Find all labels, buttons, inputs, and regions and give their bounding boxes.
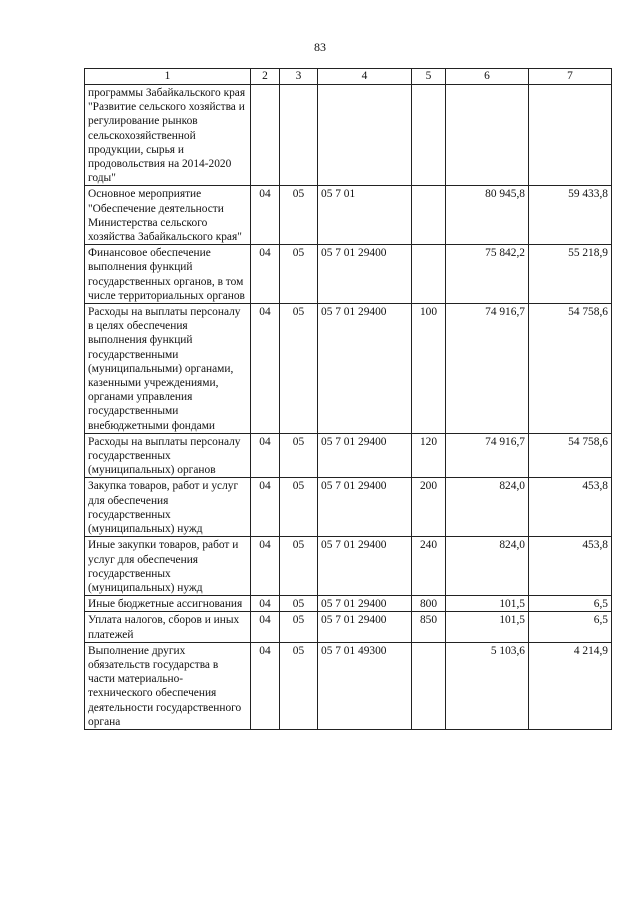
subsection-cell: 05 <box>280 612 318 642</box>
amount-cell: 453,8 <box>529 537 612 596</box>
section-cell: 04 <box>251 642 280 729</box>
amount-cell: 824,0 <box>446 478 529 537</box>
amount-cell: 54 758,6 <box>529 304 612 434</box>
column-header: 2 <box>251 69 280 85</box>
target-article-cell: 05 7 01 <box>318 186 412 245</box>
expense-type-cell <box>412 642 446 729</box>
subsection-cell: 05 <box>280 596 318 612</box>
expense-type-cell: 800 <box>412 596 446 612</box>
section-cell: 04 <box>251 612 280 642</box>
description-cell: Расходы на выплаты персоналу государственных (муниципальных) органов <box>85 433 251 478</box>
table-row <box>85 478 612 537</box>
column-header: 3 <box>280 69 318 85</box>
section-cell: 04 <box>251 304 280 434</box>
amount-cell: 55 218,9 <box>529 245 612 304</box>
subsection-cell <box>280 85 318 186</box>
amount-cell: 6,5 <box>529 596 612 612</box>
amount-cell: 54 758,6 <box>529 433 612 478</box>
section-cell: 04 <box>251 537 280 596</box>
description-cell: Иные бюджетные ассигнования <box>85 596 251 612</box>
table-row <box>85 642 612 729</box>
amount-cell: 5 103,6 <box>446 642 529 729</box>
column-header: 1 <box>85 69 251 85</box>
description-cell: Выполнение других обязательств государства в части материально-технического обеспечения деятельности государственного органа <box>85 642 251 729</box>
budget-table <box>84 68 612 730</box>
subsection-cell: 05 <box>280 642 318 729</box>
table-row <box>85 304 612 434</box>
description-cell: Основное мероприятие "Обеспечение деятельности Министерства сельского хозяйства Забайкальского края" <box>85 186 251 245</box>
amount-cell: 101,5 <box>446 596 529 612</box>
description-cell: программы Забайкальского края "Развитие сельского хозяйства и регулирование рынков сельскохозяйственной продукции, сырья и продовольствия на 2014-2020 годы" <box>85 85 251 186</box>
amount-cell: 74 916,7 <box>446 304 529 434</box>
target-article-cell: 05 7 01 29400 <box>318 537 412 596</box>
column-header: 6 <box>446 69 529 85</box>
expense-type-cell <box>412 186 446 245</box>
table-row <box>85 596 612 612</box>
amount-cell: 101,5 <box>446 612 529 642</box>
target-article-cell: 05 7 01 29400 <box>318 245 412 304</box>
description-cell: Иные закупки товаров, работ и услуг для обеспечения государственных (муниципальных) нужд <box>85 537 251 596</box>
column-header: 4 <box>318 69 412 85</box>
target-article-cell: 05 7 01 29400 <box>318 478 412 537</box>
section-cell <box>251 85 280 186</box>
target-article-cell <box>318 85 412 186</box>
section-cell: 04 <box>251 186 280 245</box>
amount-cell <box>529 85 612 186</box>
amount-cell: 824,0 <box>446 537 529 596</box>
section-cell: 04 <box>251 245 280 304</box>
subsection-cell: 05 <box>280 537 318 596</box>
table-row <box>85 186 612 245</box>
description-cell: Финансовое обеспечение выполнения функций государственных органов, в том числе территориальных органов <box>85 245 251 304</box>
table-body <box>85 85 612 730</box>
target-article-cell: 05 7 01 49300 <box>318 642 412 729</box>
expense-type-cell: 120 <box>412 433 446 478</box>
table-row <box>85 433 612 478</box>
target-article-cell: 05 7 01 29400 <box>318 596 412 612</box>
amount-cell: 59 433,8 <box>529 186 612 245</box>
table-row <box>85 612 612 642</box>
expense-type-cell: 200 <box>412 478 446 537</box>
table-row <box>85 85 612 186</box>
header-row <box>85 69 612 85</box>
section-cell: 04 <box>251 433 280 478</box>
description-cell: Уплата налогов, сборов и иных платежей <box>85 612 251 642</box>
description-cell: Расходы на выплаты персоналу в целях обеспечения выполнения функций государственными (муниципальными) органами, казенными учреждениями, органами управления государственными внебюджетными фондами <box>85 304 251 434</box>
description-cell: Закупка товаров, работ и услуг для обеспечения государственных (муниципальных) нужд <box>85 478 251 537</box>
subsection-cell: 05 <box>280 433 318 478</box>
amount-cell: 453,8 <box>529 478 612 537</box>
expense-type-cell <box>412 245 446 304</box>
section-cell: 04 <box>251 478 280 537</box>
amount-cell: 80 945,8 <box>446 186 529 245</box>
amount-cell: 4 214,9 <box>529 642 612 729</box>
amount-cell: 6,5 <box>529 612 612 642</box>
expense-type-cell: 240 <box>412 537 446 596</box>
column-header: 5 <box>412 69 446 85</box>
table-row <box>85 537 612 596</box>
column-header: 7 <box>529 69 612 85</box>
subsection-cell: 05 <box>280 186 318 245</box>
subsection-cell: 05 <box>280 245 318 304</box>
page-number: 83 <box>314 40 326 54</box>
expense-type-cell: 100 <box>412 304 446 434</box>
table-row <box>85 245 612 304</box>
amount-cell <box>446 85 529 186</box>
amount-cell: 75 842,2 <box>446 245 529 304</box>
subsection-cell: 05 <box>280 478 318 537</box>
target-article-cell: 05 7 01 29400 <box>318 304 412 434</box>
subsection-cell: 05 <box>280 304 318 434</box>
expense-type-cell <box>412 85 446 186</box>
amount-cell: 74 916,7 <box>446 433 529 478</box>
target-article-cell: 05 7 01 29400 <box>318 433 412 478</box>
expense-type-cell: 850 <box>412 612 446 642</box>
target-article-cell: 05 7 01 29400 <box>318 612 412 642</box>
section-cell: 04 <box>251 596 280 612</box>
